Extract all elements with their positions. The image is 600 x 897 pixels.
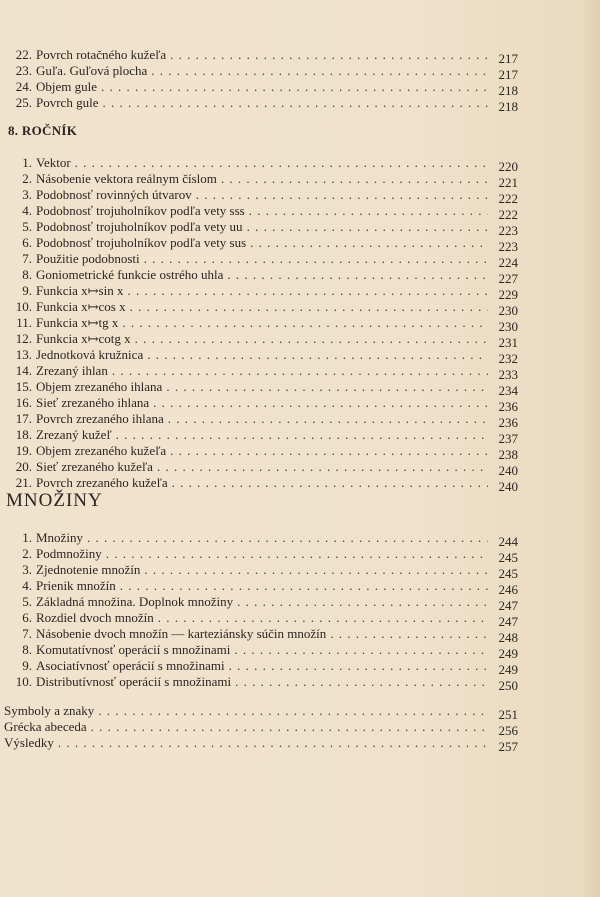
entry-page: 236 — [498, 399, 518, 414]
toc-entry — [4, 703, 518, 722]
entry-number: 14. — [15, 363, 32, 378]
entry-number: 24. — [15, 79, 32, 94]
entry-page: 257 — [498, 739, 518, 754]
entry-title: Výsledky — [4, 735, 54, 750]
entry-page: 229 — [498, 287, 518, 302]
dot-leader — [58, 735, 488, 751]
dot-leader — [196, 187, 488, 203]
toc-entry — [8, 594, 518, 613]
entry-page: 236 — [498, 415, 518, 430]
dot-leader — [135, 331, 488, 347]
entry-page: 237 — [498, 431, 518, 446]
dot-leader — [250, 235, 488, 251]
toc-entry — [8, 235, 518, 254]
dot-leader — [237, 594, 488, 610]
toc-entry — [8, 363, 518, 382]
entry-page: 224 — [498, 255, 518, 270]
toc-entry — [8, 95, 518, 114]
entry-number: 23. — [15, 63, 32, 78]
entry-page: 247 — [498, 614, 518, 629]
entry-title: Goniometrické funkcie ostrého uhla — [36, 267, 224, 282]
entry-number: 9. — [22, 283, 32, 298]
entry-number: 2. — [22, 546, 32, 561]
entry-number: 12. — [15, 331, 32, 346]
entry-page: 223 — [498, 239, 518, 254]
toc-entry — [8, 642, 518, 661]
dot-leader — [229, 658, 488, 674]
dot-leader — [75, 155, 488, 171]
toc-entry — [8, 155, 518, 174]
dot-leader — [102, 95, 488, 111]
toc-entry — [8, 187, 518, 206]
entry-title: Objem zrezaného kužeľa — [36, 443, 167, 458]
dot-leader — [120, 578, 488, 594]
entry-number: 20. — [15, 459, 32, 474]
entry-number: 3. — [22, 562, 32, 577]
toc-entry — [8, 626, 518, 645]
entry-number: 4. — [22, 578, 32, 593]
entry-number: 9. — [22, 658, 32, 673]
entry-title: Zrezaný kužeľ — [36, 427, 112, 442]
entry-title: Násobenie vektora reálnym číslom — [36, 171, 217, 186]
entry-title: Distributívnosť operácií s množinami — [36, 674, 232, 689]
entry-page: 227 — [498, 271, 518, 286]
entry-page: 247 — [498, 598, 518, 613]
entry-number: 21. — [15, 475, 32, 490]
dot-leader — [151, 63, 488, 79]
dot-leader — [158, 610, 488, 626]
entry-page: 218 — [498, 83, 518, 98]
entry-number: 8. — [22, 267, 32, 282]
entry-number: 19. — [15, 443, 32, 458]
dot-leader — [234, 642, 488, 658]
entry-title: Povrch rotačného kužeľa — [36, 47, 167, 62]
dot-leader — [147, 347, 488, 363]
entry-page: 250 — [498, 678, 518, 693]
toc-entry — [8, 219, 518, 238]
entry-number: 18. — [15, 427, 32, 442]
entry-page: 249 — [498, 662, 518, 677]
toc-entry — [8, 411, 518, 430]
entry-number: 6. — [22, 235, 32, 250]
dot-leader — [91, 719, 488, 735]
entry-page: 222 — [498, 207, 518, 222]
section-heading-8-rocnik: 8. ROČNÍK — [8, 123, 78, 138]
entry-page: 244 — [498, 534, 518, 549]
dot-leader — [168, 411, 488, 427]
entry-title: Množiny — [36, 530, 83, 545]
entry-number: 13. — [15, 347, 32, 362]
entry-title: Povrch gule — [36, 95, 99, 110]
dot-leader — [166, 379, 488, 395]
dot-leader — [144, 251, 488, 267]
toc-entry — [4, 735, 518, 754]
entry-page: 240 — [498, 463, 518, 478]
dot-leader — [112, 363, 488, 379]
toc-entry — [8, 251, 518, 270]
entry-page: 217 — [498, 51, 518, 66]
entry-page: 246 — [498, 582, 518, 597]
dot-leader — [87, 530, 488, 546]
entry-page: 223 — [498, 223, 518, 238]
entry-number: 3. — [22, 187, 32, 202]
toc-entry — [8, 203, 518, 222]
toc-entry — [8, 315, 518, 334]
dot-leader — [127, 283, 488, 299]
dot-leader — [157, 459, 488, 475]
dot-leader — [101, 79, 488, 95]
entry-page: 230 — [498, 319, 518, 334]
entry-title: Symboly a znaky — [4, 703, 95, 718]
entry-number: 6. — [22, 610, 32, 625]
entry-title: Násobenie dvoch množín — karteziánsky súčin množín — [36, 626, 327, 641]
entry-number: 7. — [22, 626, 32, 641]
entry-page: 256 — [498, 723, 518, 738]
entry-title: Povrch zrezaného ihlana — [36, 411, 164, 426]
entry-page: 238 — [498, 447, 518, 462]
dot-leader — [170, 443, 488, 459]
toc-entry — [8, 530, 518, 549]
entry-number: 11. — [16, 315, 32, 330]
entry-title: Zjednotenie množín — [36, 562, 141, 577]
toc-entry — [8, 395, 518, 414]
entry-page: 218 — [498, 99, 518, 114]
entry-number: 22. — [15, 47, 32, 62]
entry-title: Funkcia x↦cotg x — [36, 331, 131, 346]
dot-leader — [122, 315, 488, 331]
entry-page: 249 — [498, 646, 518, 661]
dot-leader — [221, 171, 488, 187]
entry-title: Použitie podobnosti — [36, 251, 140, 266]
toc-entry — [8, 47, 518, 66]
entry-title: Jednotková kružnica — [36, 347, 144, 362]
entry-number: 5. — [22, 219, 32, 234]
entry-title: Grécka abeceda — [4, 719, 87, 734]
toc-entry — [8, 658, 518, 677]
dot-leader — [172, 475, 488, 491]
toc-entry — [8, 299, 518, 318]
toc-entry — [8, 459, 518, 478]
entry-number: 5. — [22, 594, 32, 609]
dot-leader — [247, 219, 488, 235]
entry-title: Základná množina. Doplnok množiny — [36, 594, 234, 609]
entry-page: 234 — [498, 383, 518, 398]
entry-number: 1. — [22, 155, 32, 170]
toc-entry — [8, 546, 518, 565]
toc-entry — [8, 79, 518, 98]
entry-title: Sieť zrezaného kužeľa — [36, 459, 153, 474]
entry-title: Podobnosť trojuholníkov podľa vety uu — [36, 219, 243, 234]
entry-title: Objem gule — [36, 79, 98, 94]
entry-title: Objem zrezaného ihlana — [36, 379, 163, 394]
toc-entry — [8, 63, 518, 82]
entry-title: Funkcia x↦cos x — [36, 299, 126, 314]
dot-leader — [330, 626, 488, 642]
dot-leader — [144, 562, 488, 578]
dot-leader — [98, 703, 488, 719]
entry-page: 230 — [498, 303, 518, 318]
entry-page: 245 — [498, 566, 518, 581]
entry-title: Komutatívnosť operácií s množinami — [36, 642, 231, 657]
entry-title: Vektor — [36, 155, 71, 170]
entry-number: 10. — [15, 674, 32, 689]
entry-number: 17. — [15, 411, 32, 426]
dot-leader — [170, 47, 488, 63]
entry-title: Povrch zrezaného kužeľa — [36, 475, 168, 490]
entry-number: 16. — [15, 395, 32, 410]
entry-number: 1. — [22, 530, 32, 545]
entry-page: 231 — [498, 335, 518, 350]
toc-entry — [8, 674, 518, 693]
section-heading-mnoziny: MNOŽINY — [6, 490, 103, 511]
dot-leader — [235, 674, 488, 690]
entry-title: Rozdiel dvoch množín — [36, 610, 154, 625]
toc-entry — [8, 475, 518, 494]
dot-leader — [153, 395, 488, 411]
entry-title: Prienik množín — [36, 578, 116, 593]
entry-title: Sieť zrezaného ihlana — [36, 395, 150, 410]
toc-entry — [4, 719, 518, 738]
entry-number: 4. — [22, 203, 32, 218]
toc-entry — [8, 443, 518, 462]
toc-entry — [8, 427, 518, 446]
toc-entry — [8, 610, 518, 629]
entry-title: Zrezaný ihlan — [36, 363, 108, 378]
entry-title: Guľa. Guľová plocha — [36, 63, 148, 78]
entry-page: 233 — [498, 367, 518, 382]
entry-page: 232 — [498, 351, 518, 366]
entry-number: 10. — [15, 299, 32, 314]
dot-leader — [106, 546, 488, 562]
entry-number: 7. — [22, 251, 32, 266]
entry-page: 251 — [498, 707, 518, 722]
toc-entry — [8, 283, 518, 302]
entry-page: 240 — [498, 479, 518, 494]
entry-title: Funkcia x↦sin x — [36, 283, 124, 298]
page-edge-shadow — [582, 0, 600, 897]
entry-title: Podobnosť trojuholníkov podľa vety sss — [36, 203, 245, 218]
toc-entry — [8, 347, 518, 366]
entry-title: Podmnožiny — [36, 546, 102, 561]
entry-page: 222 — [498, 191, 518, 206]
dot-leader — [130, 299, 488, 315]
entry-title: Asociatívnosť operácií s množinami — [36, 658, 225, 673]
entry-page: 220 — [498, 159, 518, 174]
entry-number: 15. — [15, 379, 32, 394]
entry-page: 221 — [498, 175, 518, 190]
entry-number: 8. — [22, 642, 32, 657]
toc-entry — [8, 379, 518, 398]
entry-title: Podobnosť trojuholníkov podľa vety sus — [36, 235, 247, 250]
toc-entry — [8, 331, 518, 350]
toc-entry — [8, 267, 518, 286]
dot-leader — [227, 267, 488, 283]
entry-title: Podobnosť rovinných útvarov — [36, 187, 192, 202]
dot-leader — [249, 203, 488, 219]
entry-title: Funkcia x↦tg x — [36, 315, 119, 330]
toc-entry — [8, 578, 518, 597]
entry-page: 217 — [498, 67, 518, 82]
toc-entry — [8, 171, 518, 190]
entry-number: 25. — [15, 95, 32, 110]
entry-number: 2. — [22, 171, 32, 186]
dot-leader — [116, 427, 488, 443]
toc-entry — [8, 562, 518, 581]
entry-page: 248 — [498, 630, 518, 645]
entry-page: 245 — [498, 550, 518, 565]
